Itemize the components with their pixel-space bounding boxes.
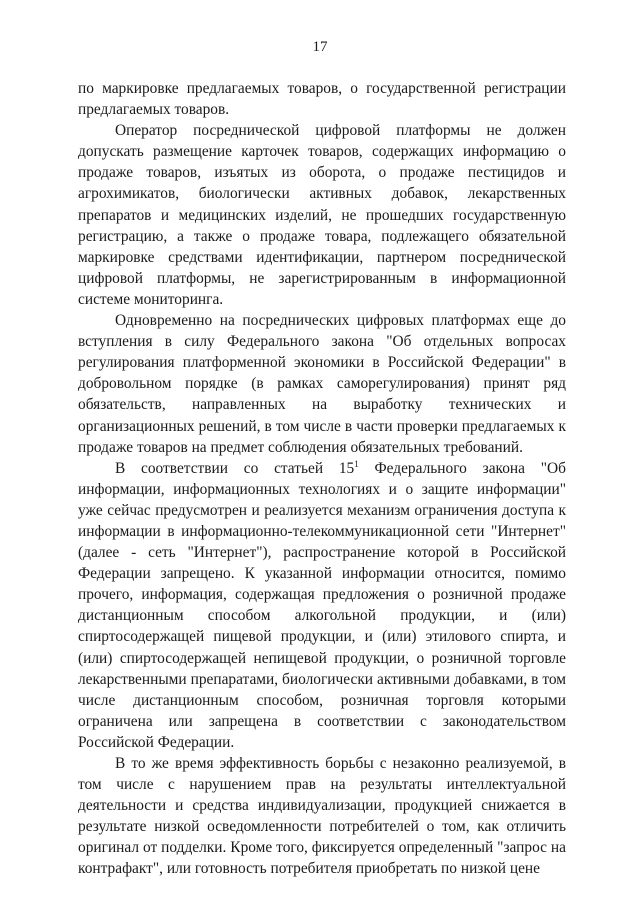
article-superscript: 1 [354,458,359,469]
document-body [78,78,566,880]
paragraph-access-restriction [78,458,566,753]
paragraph-continuation: по маркировке предлагаемых товаров, о государственной регистрации предлагаемых товаров. [78,80,566,119]
paragraph-self-regulation: Одновременно на посреднических цифровых платформах еще до вступления в силу Федерального закона "Об отдельных вопросах регулирования платформенной экономики в Российской Федерации" в добровольном порядке (в рамках саморегулирования) принят ряд обязательств, направленных на выработку технических и организационных решений, в том числе в части проверки предлагаемых к продаже товаров на предмет соблюдения обязательных требований. [78,312,566,456]
paragraph-operator-obligations: Оператор посреднической цифровой платформы не должен допускать размещение карточек товаров, содержащих информацию о продаже товаров, изъятых из оборота, о продаже пестицидов и агрохимикатов, биологически активных добавок, лекарственных препаратов и медицинских изделий, не прошедших государственную регистрацию, а также о продаже товара, подлежащего обязательной маркировке средствами идентификации, партнером посреднической цифровой платформы, не зарегистрированным в информационной системе мониторинга. [78,122,566,308]
paragraph-text-after-sup: Федерального закона "Об информации, информационных технологиях и о защите информации" уже сейчас предусмотрен и реализуется механизм ограничения доступа к информации в информационно-телекоммуникационной сети "Интернет" (далее - сеть "Интернет"), распространение которой в Российской Федерации запрещено. К указанной информации относится, помимо прочего, информация, содержащая предложения о розничной продаже дистанционным способом алкогольной продукции, и (или) спиртосодержащей пищевой продукции, и (или) этилового спирта, и (или) спиртосодержащей непищевой продукции, о розничной торговле лекарственными препаратами, биологически активными добавками, в том числе дистанционным способом, розничная торговля которыми ограничена или запрещена в соответствии с законодательством Российской Федерации. [78,459,566,751]
paragraph-text-before-sup: В соответствии со статьей 15 [115,459,355,477]
page-number: 17 [312,39,328,55]
paragraph-counterfeit-demand: В то же время эффективность борьбы с незаконно реализуемой, в том числе с нарушением прав на результаты интеллектуальной деятельности и средства индивидуализации, продукцией снижается в результате низкой осведомленности потребителей о том, как отличить оригинал от подделки. Кроме того, фиксируется определенный "запрос на контрафакт", или готовность потребителя приобретать по низкой цене [78,755,566,878]
